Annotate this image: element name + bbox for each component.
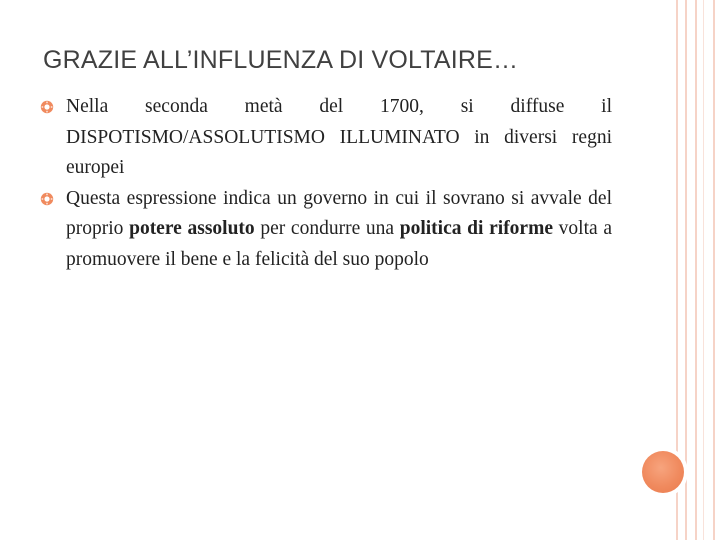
bold-term: politica di riforme — [399, 218, 553, 239]
bullet-text: per condurre una — [254, 218, 400, 239]
slide-title: GRAZIE ALL’INFLUENZA DI VOLTAIRE… — [43, 46, 519, 74]
decorative-stripe — [695, 0, 697, 540]
sun-icon — [40, 100, 54, 114]
bullet-text: volta a promuovere il bene e la felicità del suo popolo — [66, 218, 613, 270]
decorative-stripe — [713, 0, 715, 540]
bullet-list — [40, 92, 612, 275]
bullet-text: Nella seconda metà del 1700, si diffuse il DISPOTISMO/ASSOLUTISMO ILLUMINATO in diversi regni europei — [66, 96, 612, 178]
bullet-item — [40, 92, 612, 184]
bold-term: potere assoluto — [129, 218, 255, 239]
decorative-stripe — [703, 0, 704, 540]
sun-icon — [40, 192, 54, 206]
decorative-orange-circle — [642, 451, 684, 493]
decorative-stripe — [685, 0, 687, 540]
bullet-text: Questa espressione indica un governo in cui il sovrano si avvale del proprio — [66, 187, 612, 239]
bullet-item — [40, 184, 612, 276]
